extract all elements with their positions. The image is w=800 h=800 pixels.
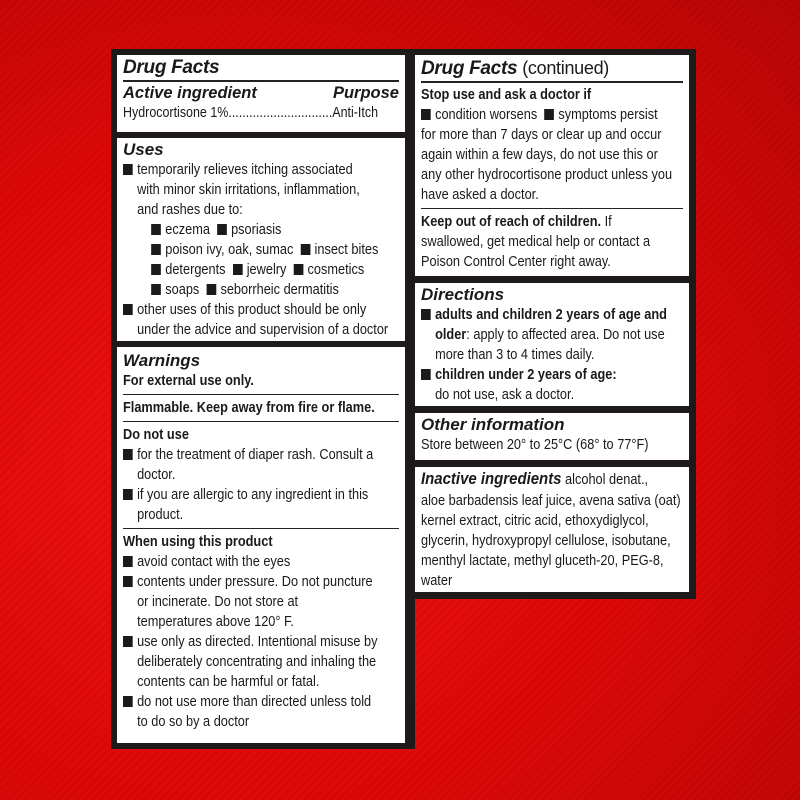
keep-out-line: Poison Control Center right away. bbox=[421, 254, 611, 270]
when-using-item-cont: or incinerate. Do not store at bbox=[137, 594, 299, 610]
when-using-item: use only as directed. Intentional misuse by bbox=[123, 632, 400, 652]
when-using-item-cont: contents can be harmful or fatal. bbox=[137, 674, 320, 690]
conditions-row: eczema psoriasis bbox=[123, 220, 405, 240]
divider bbox=[123, 80, 399, 82]
do-not-use-item-cont: product. bbox=[137, 507, 184, 523]
divider bbox=[123, 394, 399, 395]
bullet-icon bbox=[123, 489, 133, 500]
do-not-use-heading: Do not use bbox=[123, 427, 189, 443]
bullet-icon bbox=[151, 284, 161, 295]
inactive-title: Inactive ingredients bbox=[421, 469, 562, 488]
drug-facts-continued-panel bbox=[415, 55, 689, 276]
uses-line: under the advice and supervision of a doctor bbox=[137, 322, 389, 338]
when-using-heading: When using this product bbox=[123, 534, 273, 550]
storage-text: Store between 20° to 25°C (68° to 77°F) bbox=[421, 437, 649, 453]
inactive-line: Inactive ingredients alcohol denat., bbox=[421, 469, 649, 488]
uses-line: and rashes due to: bbox=[137, 202, 243, 218]
do-not-use-item: for the treatment of diaper rash. Consult a bbox=[123, 445, 400, 465]
when-using-item: do not use more than directed unless told bbox=[123, 692, 400, 712]
uses-line: with minor skin irritations, inflammation, bbox=[137, 182, 360, 198]
bullet-icon bbox=[293, 264, 303, 275]
divider bbox=[123, 421, 399, 422]
inactive-line: aloe barbadensis leaf juice, avena sativa (oat) bbox=[421, 493, 681, 509]
directions-panel bbox=[415, 283, 689, 406]
stop-use-items: condition worsens symptoms persist bbox=[421, 105, 684, 125]
bullet-icon bbox=[123, 304, 133, 315]
inactive-line: kernel extract, citric acid, ethoxydiglycol, bbox=[421, 513, 649, 529]
bullet-icon bbox=[151, 224, 161, 235]
active-ingredient-header bbox=[123, 84, 399, 103]
directions-children-cont: do not use, ask a doctor. bbox=[435, 387, 575, 403]
drug-facts-header-panel bbox=[117, 55, 405, 132]
inactive-line: menthyl lactate, methyl gluceth-20, PEG-8, bbox=[421, 553, 664, 569]
bullet-icon bbox=[151, 244, 161, 255]
stop-use-heading: Stop use and ask a doctor if bbox=[421, 87, 592, 103]
bullet-icon bbox=[544, 109, 554, 120]
bullet-icon bbox=[123, 164, 133, 175]
uses-line: other uses of this product should be only bbox=[123, 300, 400, 320]
bullet-icon bbox=[123, 556, 133, 567]
bullet-icon bbox=[206, 284, 216, 295]
do-not-use-item-cont: doctor. bbox=[137, 467, 176, 483]
directions-adults: adults and children 2 years of age and bbox=[421, 305, 684, 325]
other-info-title: Other information bbox=[421, 415, 565, 434]
directions-adults-cont: older: apply to affected area. Do not use bbox=[435, 327, 665, 343]
uses-title: Uses bbox=[123, 140, 164, 159]
conditions-row: detergents jewelry cosmetics bbox=[123, 260, 405, 280]
when-using-item: contents under pressure. Do not puncture bbox=[123, 572, 400, 592]
active-ingredient-label: Active ingredient bbox=[123, 84, 257, 102]
bullet-icon bbox=[421, 369, 431, 380]
divider bbox=[421, 208, 683, 209]
conditions-row: poison ivy, oak, sumac insect bites bbox=[123, 240, 405, 260]
uses-line: temporarily relieves itching associated bbox=[123, 160, 400, 180]
warnings-title: Warnings bbox=[123, 351, 201, 370]
when-using-item-cont: temperatures above 120° F. bbox=[137, 614, 294, 630]
stop-use-line: for more than 7 days or clear up and occur bbox=[421, 127, 662, 143]
warnings-panel bbox=[117, 347, 405, 743]
directions-title: Directions bbox=[421, 285, 505, 304]
directions-children: children under 2 years of age: bbox=[421, 365, 684, 385]
keep-out-line: swallowed, get medical help or contact a bbox=[421, 234, 651, 250]
do-not-use-item: if you are allergic to any ingredient in this bbox=[123, 485, 400, 505]
bullet-icon bbox=[421, 309, 431, 320]
bullet-icon bbox=[300, 244, 310, 255]
when-using-item-cont: deliberately concentrating and inhaling the bbox=[137, 654, 377, 670]
when-using-item-cont: to do so by a doctor bbox=[137, 714, 250, 730]
directions-adults-cont: more than 3 to 4 times daily. bbox=[435, 347, 595, 363]
bullet-icon bbox=[151, 264, 161, 275]
bullet-icon bbox=[123, 449, 133, 460]
uses-panel bbox=[117, 138, 405, 341]
bullet-icon bbox=[123, 696, 133, 707]
drug-facts-title: Drug Facts bbox=[123, 57, 220, 78]
conditions-row: soaps seborrheic dermatitis bbox=[123, 280, 405, 300]
external-use-text: For external use only. bbox=[123, 373, 254, 389]
ingredient-line: Hydrocortisone 1%..............................Anti-Itch bbox=[123, 105, 379, 121]
bullet-icon bbox=[123, 576, 133, 587]
divider bbox=[421, 81, 683, 83]
inactive-ingredients-panel bbox=[415, 467, 689, 592]
purpose-label: Purpose bbox=[332, 84, 399, 102]
bullet-icon bbox=[217, 224, 227, 235]
continued-label: (continued) bbox=[522, 58, 609, 78]
stop-use-line: any other hydrocortisone product unless you bbox=[421, 167, 673, 183]
stop-use-line: again within a few days, do not use this or bbox=[421, 147, 658, 163]
bullet-icon bbox=[123, 636, 133, 647]
inactive-line: glycerin, hydroxypropyl cellulose, isobutane, bbox=[421, 533, 671, 549]
bullet-icon bbox=[421, 109, 431, 120]
flammable-text: Flammable. Keep away from fire or flame. bbox=[123, 400, 375, 416]
keep-out-line: Keep out of reach of children. If bbox=[421, 214, 612, 230]
stop-use-line: have asked a doctor. bbox=[421, 187, 539, 203]
divider bbox=[123, 528, 399, 529]
when-using-item: avoid contact with the eyes bbox=[123, 552, 400, 572]
bullet-icon bbox=[233, 264, 243, 275]
other-info-panel bbox=[415, 413, 689, 460]
inactive-line: water bbox=[421, 573, 453, 589]
drug-facts-continued-title: Drug Facts (continued) bbox=[421, 58, 609, 79]
